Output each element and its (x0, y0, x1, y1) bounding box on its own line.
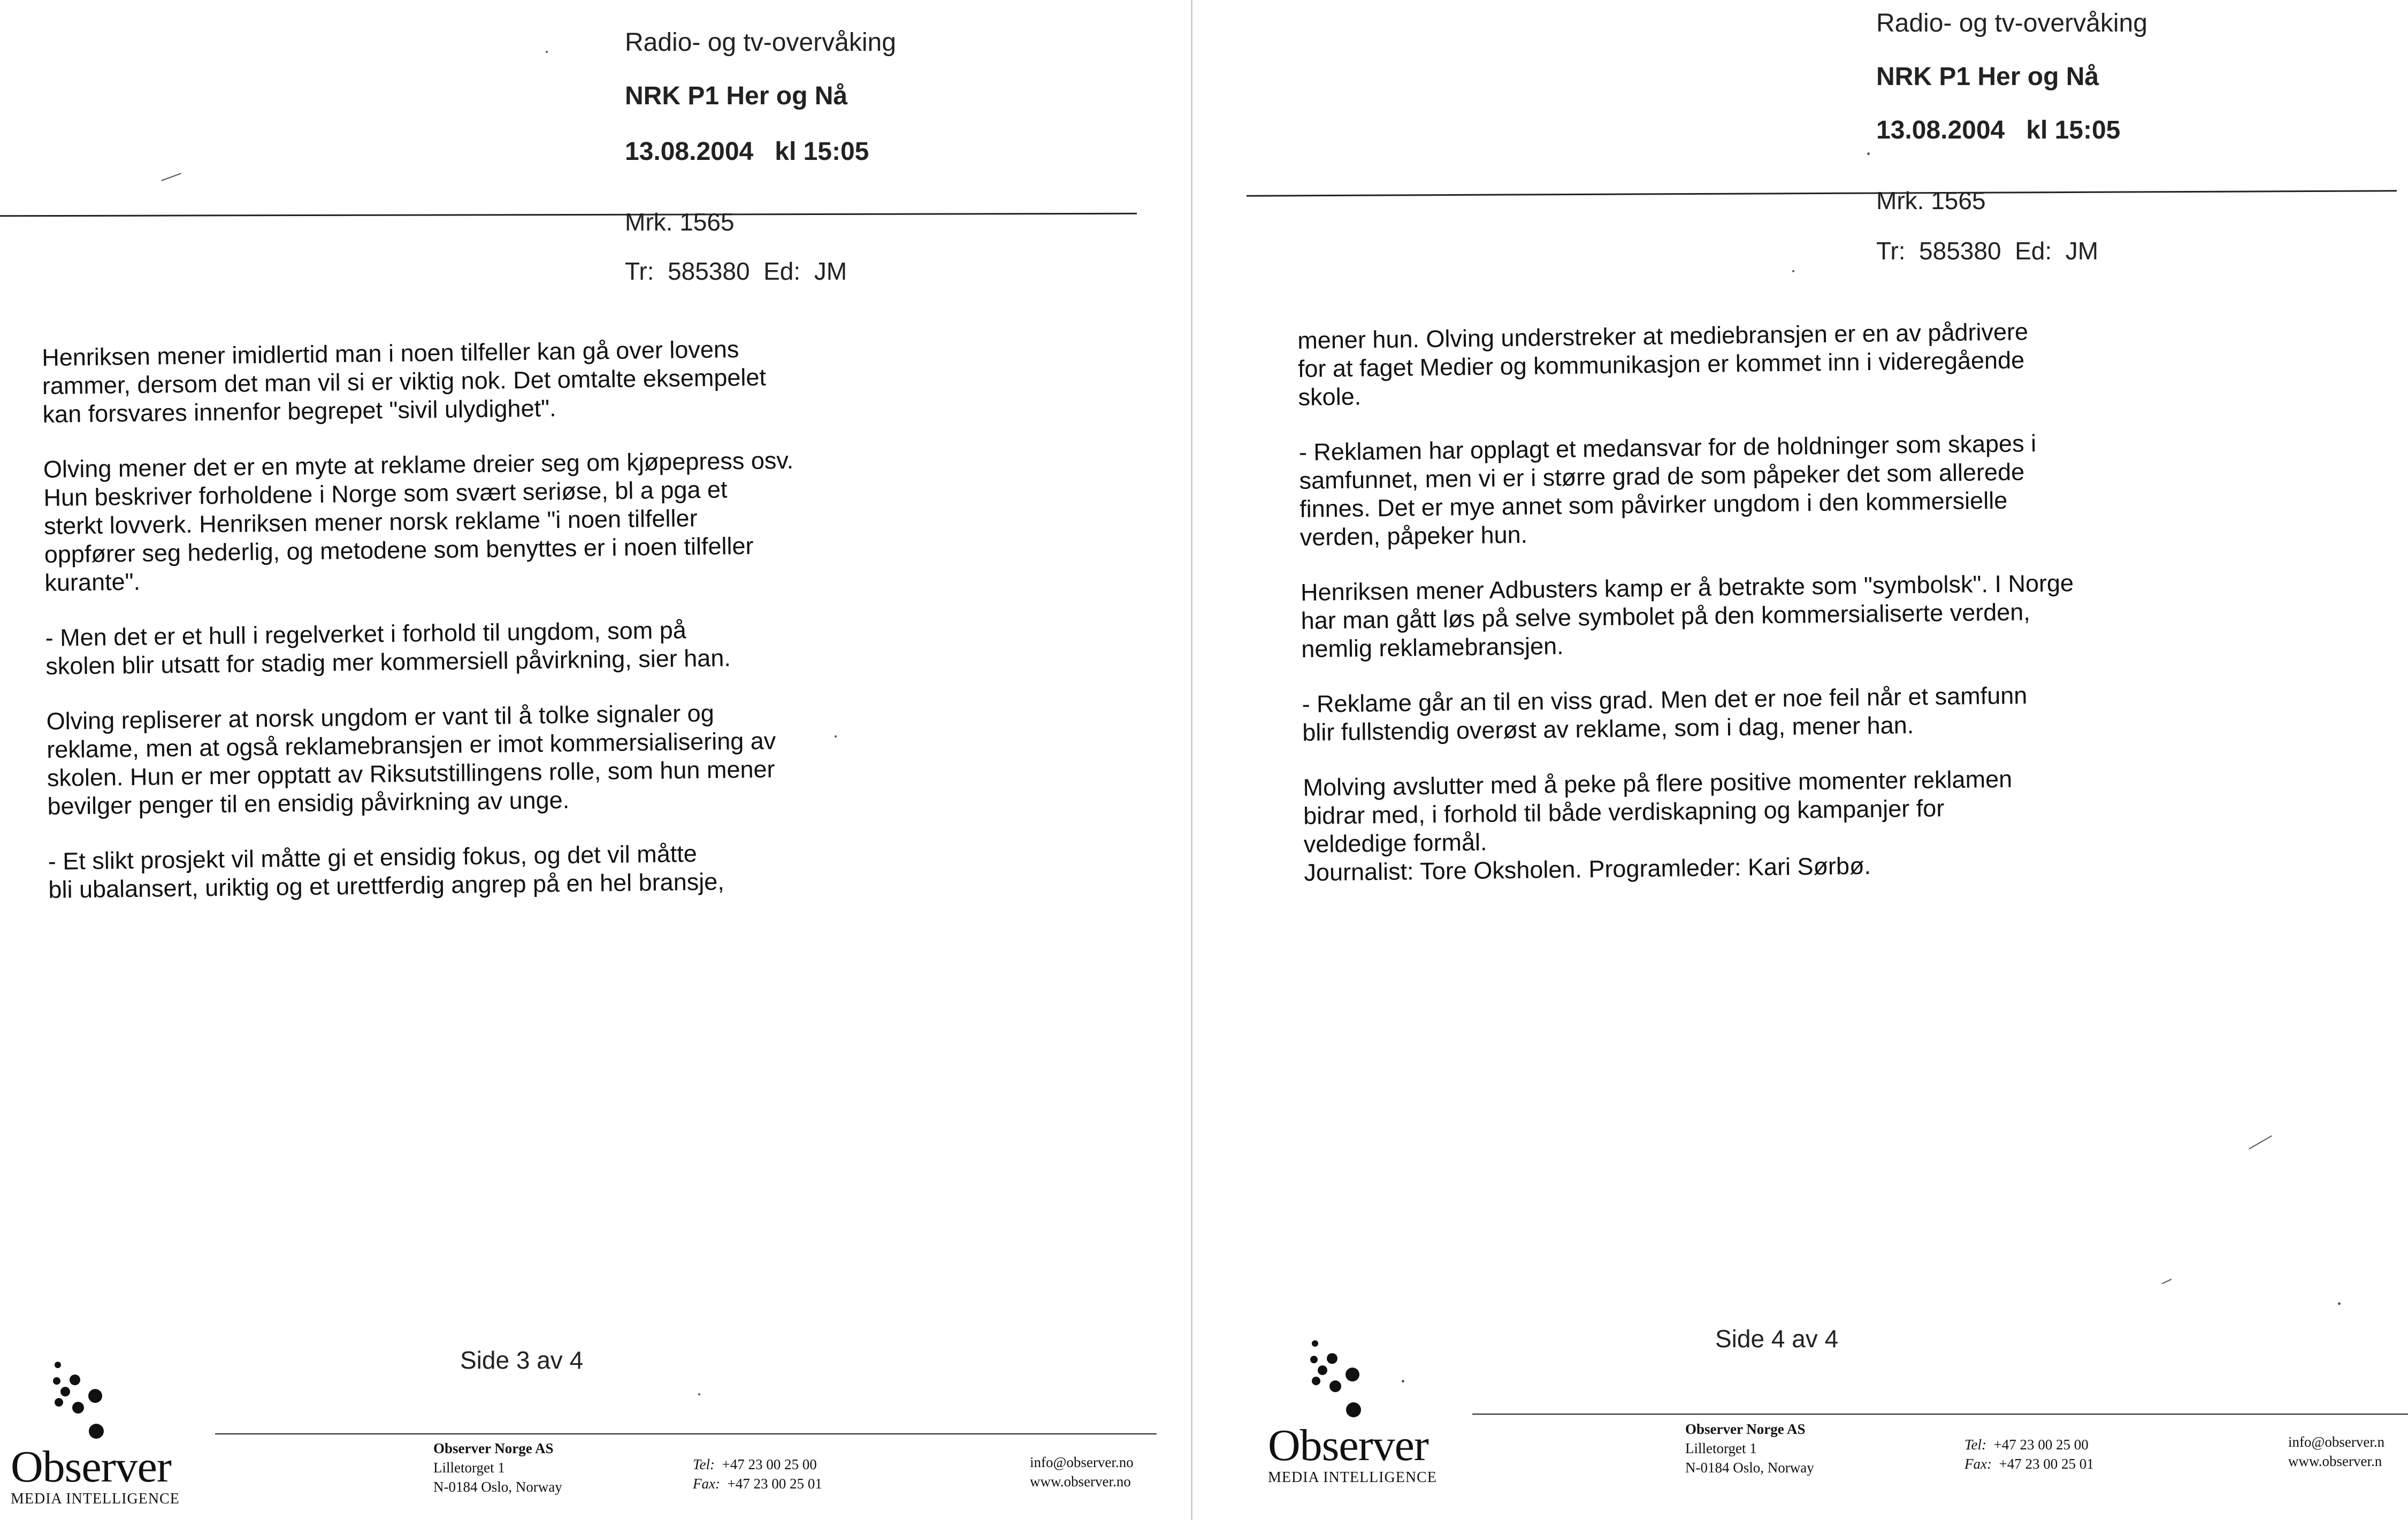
footer-phone (693, 1455, 822, 1493)
header-mrk: Mrk. 1565 (625, 208, 735, 236)
header-mrk: Mrk. 1565 (1876, 187, 1986, 214)
page-number: Side 3 av 4 (460, 1346, 584, 1374)
footer-rule (1472, 1414, 2408, 1415)
document-page-3 (0, 0, 1193, 1520)
paragraph: - Et slikt prosjekt vil måtte gi et ensidig fokus, og det vil måtte bli ubalansert, uriktig og et urettferdig angrep på en hel bransje, (48, 840, 724, 903)
scan-speck (698, 1393, 700, 1395)
logo-subtitle: MEDIA INTELLIGENCE (11, 1491, 180, 1507)
tel-number: +47 23 00 25 00 (1993, 1437, 2089, 1453)
paragraph: - Reklamen har opplagt et medansvar for de holdninger som skapes i samfunnet, men vi er i større grad de som påpeker det som allerede finnes. Det er mye annet som påvirker ungdom i den kommersielle verden, påpeker hun. (1298, 429, 2037, 551)
paragraph: - Reklame går an til en viss grad. Men det er noe feil når et samfunn blir fullstendig overøst av reklame, som i dag, mener han. (1302, 681, 2028, 746)
header-program: NRK P1 Her og Nå (625, 82, 848, 110)
fax-label: Fax: (1964, 1456, 1992, 1472)
fax-number: +47 23 00 25 01 (727, 1476, 822, 1492)
email-link[interactable]: info@observer.no (1030, 1454, 1134, 1470)
email-link[interactable]: info@observer.n (2288, 1434, 2385, 1450)
header-service: Radio- og tv-overvåking (1876, 9, 2147, 37)
paragraph: Henriksen mener Adbusters kamp er å betrakte som "symbolsk". I Norge har man gått løs på selve symbolet på den kommersialiserte verden, nemlig reklamebransjen. (1300, 569, 2074, 663)
document-page-4 (1193, 0, 2408, 1520)
tel-number: +47 23 00 25 00 (722, 1456, 817, 1472)
footer-contact (1030, 1453, 1134, 1491)
scan-speck (1792, 270, 1794, 272)
scan-speck (546, 51, 548, 53)
article-body (1297, 316, 2139, 913)
company-name: Observer Norge AS (1685, 1421, 1806, 1437)
fax-number: +47 23 00 25 01 (1999, 1456, 2094, 1472)
paragraph: Olving mener det er en myte at reklame dreier seg om kjøpepress osv. Hun beskriver forholdene i Norge som svært seriøse, bl a pga et sterkt lovverk. Henriksen mener norsk reklame "i noen tilfeller oppfører seg hederlig, og metodene som benyttes er i noen tilfeller kurante". (43, 446, 794, 596)
scan-speck (2338, 1302, 2341, 1305)
street-address: Lilletorget 1 (433, 1460, 505, 1476)
footer-contact (2288, 1432, 2384, 1471)
footer-rule (215, 1433, 1157, 1434)
street-address: Lilletorget 1 (1685, 1440, 1757, 1456)
web-link[interactable]: www.observer.no (1030, 1473, 1131, 1490)
page-number: Side 4 av 4 (1715, 1325, 1839, 1353)
header-date-time: 13.08.2004 kl 15:05 (625, 137, 869, 166)
web-link[interactable]: www.observer.n (2288, 1453, 2382, 1469)
footer-address (1685, 1419, 1814, 1477)
tel-label: Tel: (1964, 1437, 1987, 1453)
page-gutter (1191, 0, 1192, 1520)
paragraph: Molving avslutter med å peke på flere positive momenter reklamen bidrar med, i forhold til både verdiskapning og kampanjer for veldedige formål. Journalist: Tore Oksholen. Programleder: Kari Sørbø. (1303, 765, 2013, 886)
city-address: N-0184 Oslo, Norway (433, 1479, 562, 1495)
header-rule (0, 213, 1137, 217)
article-body (42, 333, 883, 931)
fax-label: Fax: (693, 1476, 720, 1492)
header-rule (1247, 190, 2397, 196)
scan-speck (835, 735, 837, 738)
paragraph: Olving repliserer at norsk ungdom er vant til å tolke signaler og reklame, men at også reklamebransjen er imot kommersialisering av skolen. Hun er mer opptatt av Riksutstillingens rolle, som hun mener bevilger penger til en ensidig påvirkning av unge. (46, 699, 776, 820)
header-service: Radio- og tv-overvåking (625, 28, 896, 57)
observer-logo (1268, 1337, 1437, 1486)
dots-logo-icon (1268, 1337, 1375, 1428)
header-tr-ed: Tr: 585380 Ed: JM (625, 257, 847, 285)
header-date-time: 13.08.2004 kl 15:05 (1876, 116, 2121, 144)
tel-label: Tel: (693, 1456, 715, 1472)
footer-address (433, 1439, 562, 1496)
city-address: N-0184 Oslo, Norway (1685, 1460, 1814, 1476)
logo-wordmark: Observer (1268, 1421, 1428, 1470)
paragraph: mener hun. Olving understreker at mediebransjen er en av pådrivere for at faget Medier og kommunikasjon er kommet inn i videregående skole. (1297, 318, 2029, 411)
header-program: NRK P1 Her og Nå (1876, 63, 2099, 91)
logo-subtitle: MEDIA INTELLIGENCE (1268, 1469, 1437, 1486)
company-name: Observer Norge AS (433, 1440, 554, 1456)
header-tr-ed: Tr: 585380 Ed: JM (1876, 237, 2099, 265)
scan-speck (1402, 1380, 1404, 1383)
scan-speck (1867, 152, 1870, 155)
observer-logo (11, 1358, 180, 1508)
dots-logo-icon (11, 1358, 118, 1449)
logo-wordmark: Observer (11, 1442, 171, 1492)
paragraph: - Men det er et hull i regelverket i forhold til ungdom, som på skolen blir utsatt for stadig mer kommersiell påvirkning, sier han. (45, 616, 731, 680)
footer-phone (1964, 1435, 2094, 1473)
paragraph: Henriksen mener imidlertid man i noen tilfeller kan gå over lovens rammer, dersom det man vil si er viktig nok. Det omtalte eksempelet kan forsvares innenfor begrepet "sivil ulydighet". (42, 335, 767, 428)
